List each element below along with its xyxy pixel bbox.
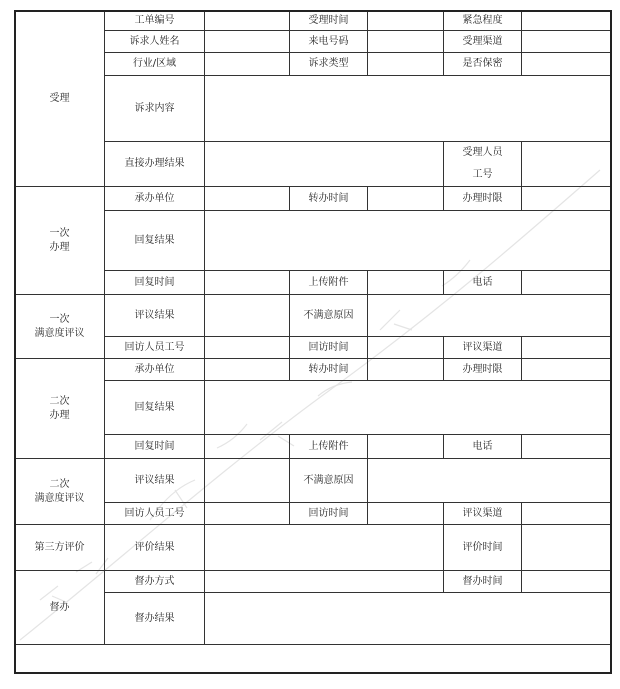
value-eval-channel-2[interactable] bbox=[522, 503, 611, 525]
value-phone-1[interactable] bbox=[522, 271, 611, 295]
label-direct-result: 直接办理结果 bbox=[105, 142, 205, 187]
staff-no-line2: 工号 bbox=[472, 169, 493, 180]
value-eval-result-1[interactable] bbox=[205, 295, 290, 337]
value-supervise-method[interactable] bbox=[205, 571, 444, 593]
label-phone-1: 电话 bbox=[444, 271, 522, 295]
label-reply-time-1: 回复时间 bbox=[105, 271, 205, 295]
label-reply-result-1: 回复结果 bbox=[105, 211, 205, 271]
value-deadline-2[interactable] bbox=[522, 359, 611, 381]
value-handling-unit-2[interactable] bbox=[205, 359, 290, 381]
label-staff-no bbox=[444, 142, 522, 187]
section-supervise: 督办 bbox=[15, 571, 105, 645]
value-rating-result[interactable] bbox=[205, 525, 444, 571]
value-handling-unit-1[interactable] bbox=[205, 187, 290, 211]
label-caller-number: 来电号码 bbox=[290, 31, 368, 53]
label-reply-time-2: 回复时间 bbox=[105, 435, 205, 459]
section-second-eval bbox=[15, 459, 105, 525]
label-urgency: 紧急程度 bbox=[444, 11, 522, 31]
value-visit-time-2[interactable] bbox=[368, 503, 444, 525]
value-reply-result-1[interactable] bbox=[205, 211, 611, 271]
value-deadline-1[interactable] bbox=[522, 187, 611, 211]
label-eval-result-2: 评议结果 bbox=[105, 459, 205, 503]
value-confidential[interactable] bbox=[522, 53, 611, 76]
value-urgency[interactable] bbox=[522, 11, 611, 31]
label-visit-time-2: 回访时间 bbox=[290, 503, 368, 525]
first-handle-line2: 办理 bbox=[49, 241, 70, 253]
label-accept-time: 受理时间 bbox=[290, 11, 368, 31]
label-handling-unit-1: 承办单位 bbox=[105, 187, 205, 211]
label-dissatisfied-reason-2: 不满意原因 bbox=[290, 459, 368, 503]
value-eval-result-2[interactable] bbox=[205, 459, 290, 503]
value-requester-name[interactable] bbox=[205, 31, 290, 53]
first-handle-line1: 一次 bbox=[49, 227, 70, 239]
label-requester-name: 诉求人姓名 bbox=[105, 31, 205, 53]
value-direct-result[interactable] bbox=[205, 142, 444, 187]
label-request-type: 诉求类型 bbox=[290, 53, 368, 76]
value-attachment-2[interactable] bbox=[368, 435, 444, 459]
label-supervise-result: 督办结果 bbox=[105, 593, 205, 645]
first-eval-line1: 一次 bbox=[49, 313, 70, 325]
value-visit-time-1[interactable] bbox=[368, 337, 444, 359]
second-eval-line1: 二次 bbox=[49, 478, 70, 490]
value-visit-staff-no-2[interactable] bbox=[205, 503, 290, 525]
label-industry-region: 行业/区域 bbox=[105, 53, 205, 76]
label-visit-time-1: 回访时间 bbox=[290, 337, 368, 359]
label-supervise-time: 督办时间 bbox=[444, 571, 522, 593]
value-rating-time[interactable] bbox=[522, 525, 611, 571]
label-confidential: 是否保密 bbox=[444, 53, 522, 76]
value-dissatisfied-reason-2[interactable] bbox=[368, 459, 611, 503]
label-attachment-2: 上传附件 bbox=[290, 435, 368, 459]
value-request-content[interactable] bbox=[205, 76, 611, 142]
value-reply-time-1[interactable] bbox=[205, 271, 290, 295]
label-rating-time: 评价时间 bbox=[444, 525, 522, 571]
label-order-no: 工单编号 bbox=[105, 11, 205, 31]
value-accept-channel[interactable] bbox=[522, 31, 611, 53]
value-caller-number[interactable] bbox=[368, 31, 444, 53]
label-transfer-time-2: 转办时间 bbox=[290, 359, 368, 381]
section-first-eval bbox=[15, 295, 105, 359]
value-reply-result-2[interactable] bbox=[205, 381, 611, 435]
value-supervise-time[interactable] bbox=[522, 571, 611, 593]
label-transfer-time-1: 转办时间 bbox=[290, 187, 368, 211]
value-attachment-1[interactable] bbox=[368, 271, 444, 295]
first-eval-line2: 满意度评议 bbox=[34, 327, 85, 339]
label-handling-unit-2: 承办单位 bbox=[105, 359, 205, 381]
second-handle-line1: 二次 bbox=[49, 395, 70, 407]
label-request-content: 诉求内容 bbox=[105, 76, 205, 142]
second-eval-line2: 满意度评议 bbox=[34, 492, 85, 504]
label-eval-channel-2: 评议渠道 bbox=[444, 503, 522, 525]
staff-no-line1: 受理人员 bbox=[462, 147, 503, 158]
value-phone-2[interactable] bbox=[522, 435, 611, 459]
value-staff-no[interactable] bbox=[522, 142, 611, 187]
label-accept-channel: 受理渠道 bbox=[444, 31, 522, 53]
value-order-no[interactable] bbox=[205, 11, 290, 31]
second-handle-line2: 办理 bbox=[49, 409, 70, 421]
section-first-handle bbox=[15, 187, 105, 295]
label-rating-result: 评价结果 bbox=[105, 525, 205, 571]
label-deadline-1: 办理时限 bbox=[444, 187, 522, 211]
section-accept: 受理 bbox=[15, 11, 105, 187]
label-reply-result-2: 回复结果 bbox=[105, 381, 205, 435]
value-transfer-time-2[interactable] bbox=[368, 359, 444, 381]
value-eval-channel-1[interactable] bbox=[522, 337, 611, 359]
label-deadline-2: 办理时限 bbox=[444, 359, 522, 381]
value-dissatisfied-reason-1[interactable] bbox=[368, 295, 611, 337]
label-attachment-1: 上传附件 bbox=[290, 271, 368, 295]
section-third-party: 第三方评价 bbox=[15, 525, 105, 571]
value-supervise-result[interactable] bbox=[205, 593, 611, 645]
value-request-type[interactable] bbox=[368, 53, 444, 76]
section-second-handle bbox=[15, 359, 105, 459]
label-eval-channel-1: 评议渠道 bbox=[444, 337, 522, 359]
value-visit-staff-no-1[interactable] bbox=[205, 337, 290, 359]
value-reply-time-2[interactable] bbox=[205, 435, 290, 459]
label-eval-result-1: 评议结果 bbox=[105, 295, 205, 337]
label-supervise-method: 督办方式 bbox=[105, 571, 205, 593]
label-phone-2: 电话 bbox=[444, 435, 522, 459]
label-dissatisfied-reason-1: 不满意原因 bbox=[290, 295, 368, 337]
value-accept-time[interactable] bbox=[368, 11, 444, 31]
label-visit-staff-no-2: 回访人员工号 bbox=[105, 503, 205, 525]
work-order-form bbox=[14, 10, 611, 645]
value-industry-region[interactable] bbox=[205, 53, 290, 76]
label-visit-staff-no-1: 回访人员工号 bbox=[105, 337, 205, 359]
value-transfer-time-1[interactable] bbox=[368, 187, 444, 211]
